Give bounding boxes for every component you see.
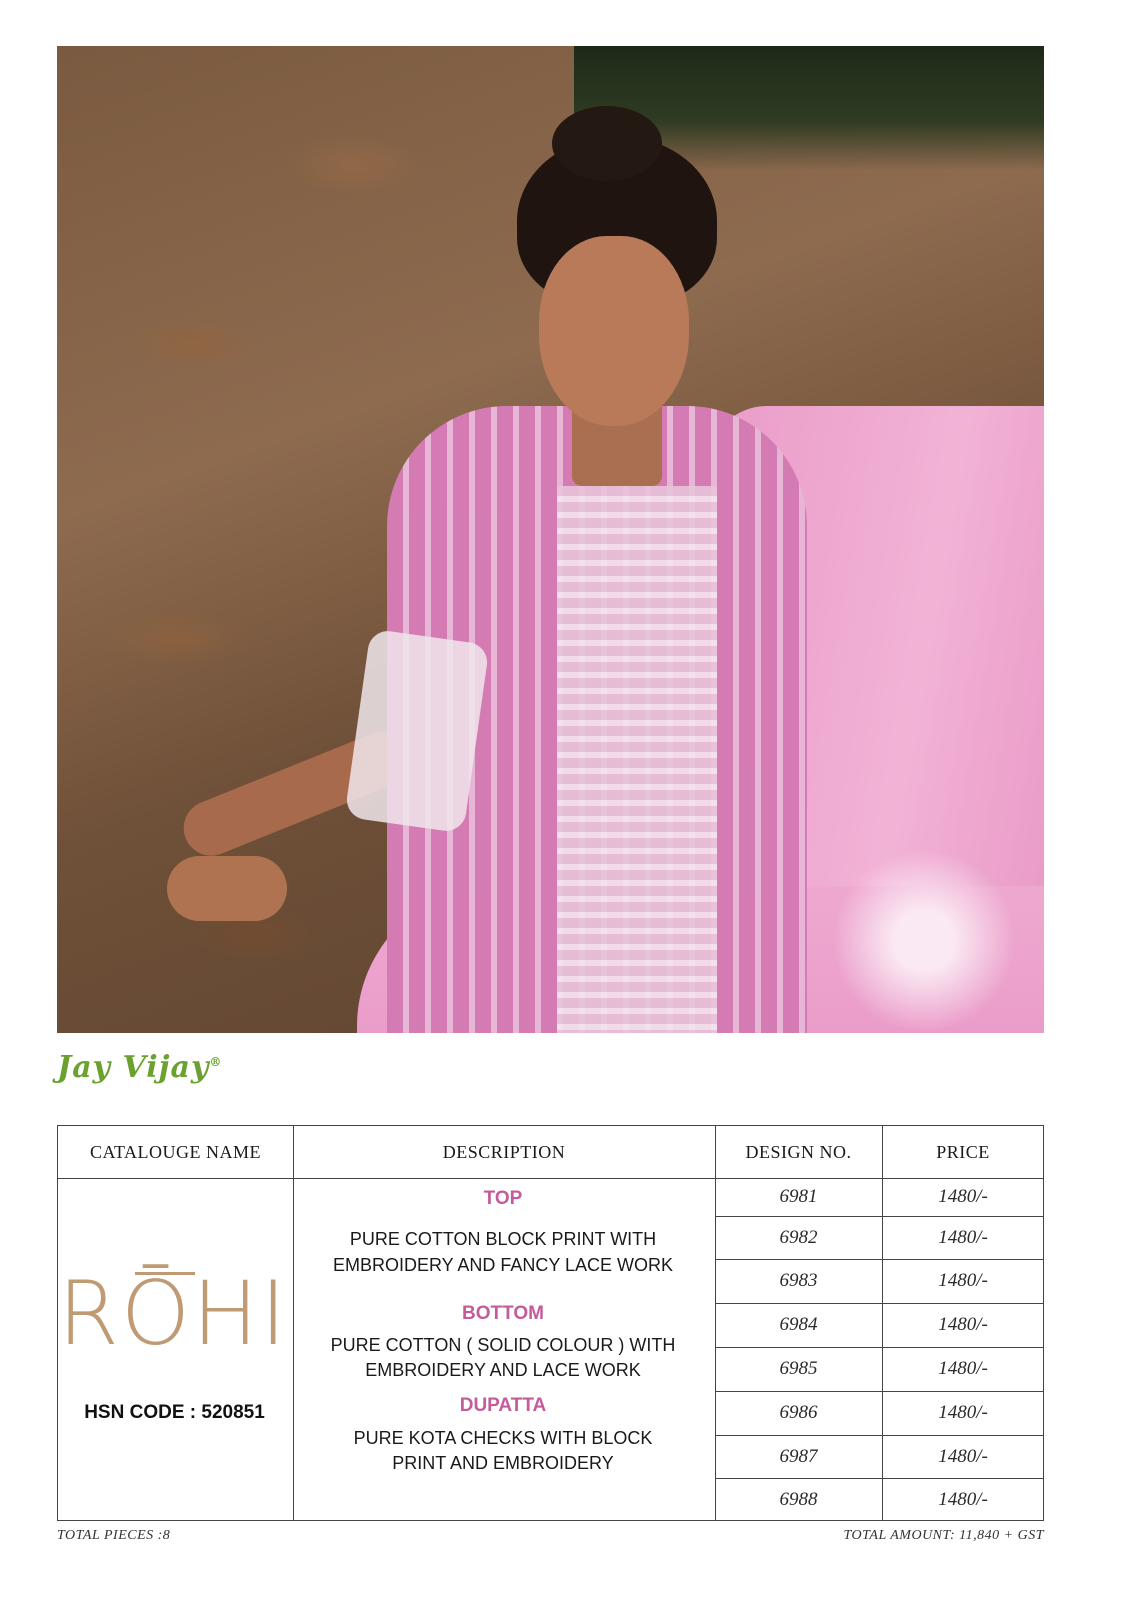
kurta-embroidered-panel bbox=[557, 486, 717, 1033]
design-no-cell: 6987 bbox=[779, 1445, 818, 1467]
brand-logo bbox=[57, 1050, 222, 1085]
price-cell: 1480/- bbox=[938, 1314, 988, 1335]
description-top-heading: TOP bbox=[483, 1188, 523, 1209]
model-face bbox=[539, 236, 689, 426]
design-no-cell: 6984 bbox=[779, 1314, 818, 1335]
design-no-cell: 6986 bbox=[779, 1402, 818, 1423]
design-no-cell: 6981 bbox=[779, 1186, 818, 1207]
price-cell: 1480/- bbox=[938, 1358, 988, 1379]
embroidery-motif bbox=[824, 826, 1024, 1033]
price-cell: 1480/- bbox=[938, 1488, 988, 1510]
header-design-no: DESIGN NO. bbox=[745, 1141, 852, 1162]
design-no-cell: 6988 bbox=[779, 1488, 818, 1510]
header-description: DESCRIPTION bbox=[442, 1141, 566, 1162]
hsn-code: HSN CODE : 520851 bbox=[84, 1402, 265, 1423]
price-cell: 1480/- bbox=[938, 1445, 988, 1467]
description-top-line: EMBROIDERY AND FANCY LACE WORK bbox=[332, 1255, 674, 1275]
registered-mark: ® bbox=[209, 1055, 223, 1069]
price-cell: 1480/- bbox=[938, 1186, 988, 1207]
model-hair-bun bbox=[552, 106, 662, 181]
total-amount: TOTAL AMOUNT: 11,840 + GST bbox=[843, 1528, 1044, 1543]
design-no-cell: 6985 bbox=[779, 1358, 818, 1379]
header-price: PRICE bbox=[936, 1141, 990, 1162]
price-cell: 1480/- bbox=[938, 1402, 988, 1423]
product-photo bbox=[57, 46, 1044, 1033]
price-cell: 1480/- bbox=[938, 1270, 988, 1291]
catalogue-name: RŌHI bbox=[57, 1262, 289, 1365]
description-dupatta-heading: DUPATTA bbox=[459, 1395, 547, 1416]
price-cell: 1480/- bbox=[938, 1226, 988, 1248]
total-pieces: TOTAL PIECES :8 bbox=[57, 1528, 171, 1543]
description-bottom-line: PURE COTTON ( SOLID COLOUR ) WITH bbox=[330, 1335, 676, 1355]
description-dupatta-line: PURE KOTA CHECKS WITH BLOCK bbox=[353, 1428, 653, 1448]
description-bottom-heading: BOTTOM bbox=[462, 1303, 544, 1324]
header-catalogue-name: CATALOUGE NAME bbox=[89, 1141, 262, 1162]
model-hand bbox=[167, 856, 287, 921]
description-top-line: PURE COTTON BLOCK PRINT WITH bbox=[349, 1229, 657, 1249]
description-dupatta-line: PRINT AND EMBROIDERY bbox=[392, 1453, 614, 1473]
design-no-cell: 6982 bbox=[779, 1226, 818, 1248]
design-no-cell: 6983 bbox=[779, 1270, 818, 1291]
description-bottom-line: EMBROIDERY AND LACE WORK bbox=[365, 1360, 641, 1380]
brand-logo-text: Jay Vijay bbox=[57, 1050, 210, 1085]
